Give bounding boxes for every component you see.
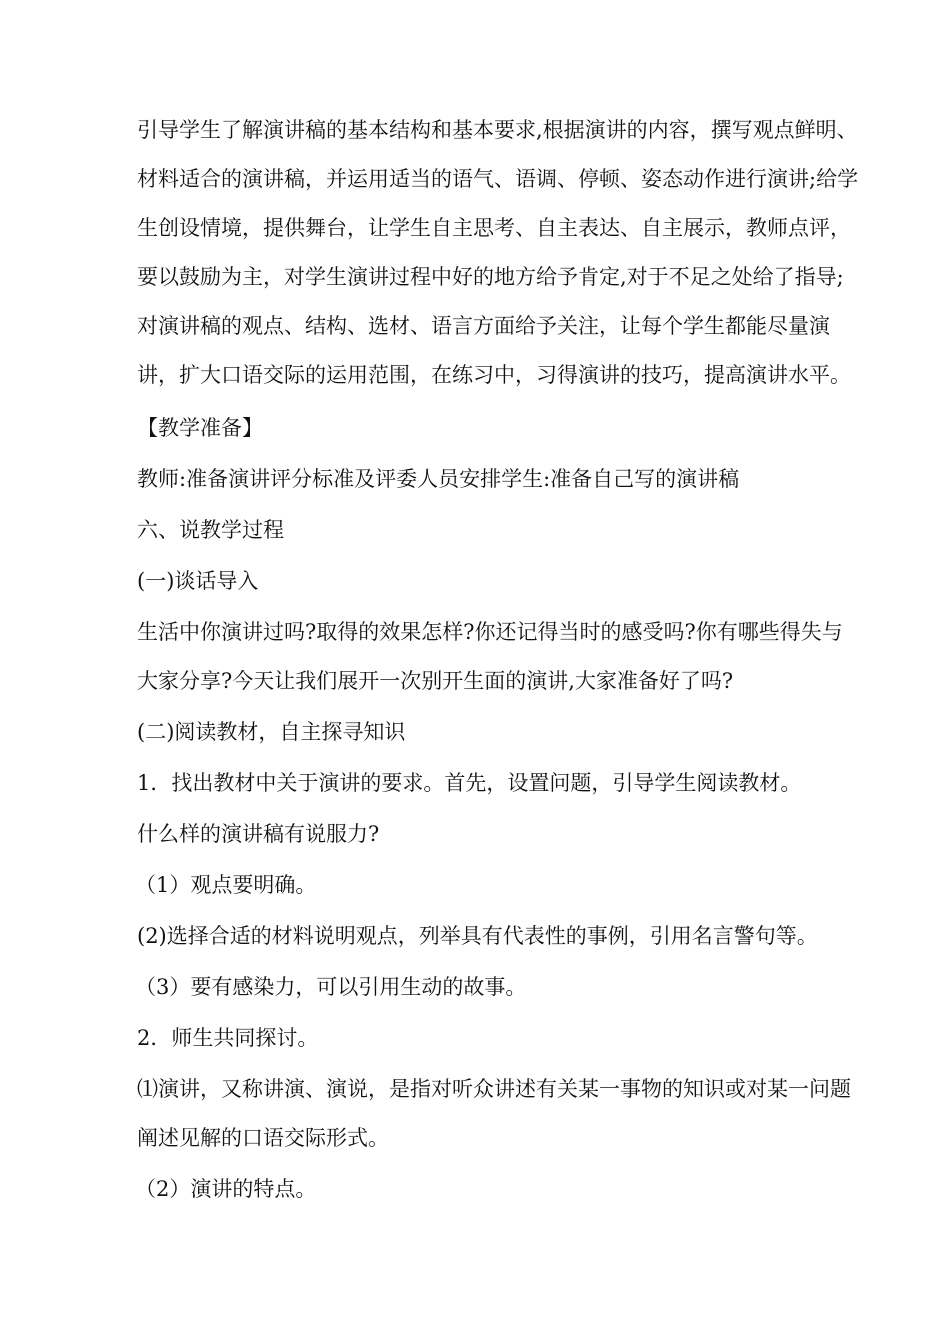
section-heading-teaching-prep: 【教学准备】 [137,416,263,440]
teaching-prep-text: 教师:准备演讲评分标准及评委人员安排学生:准备自己写的演讲稿 [137,467,740,491]
definition-paragraph: ⑴演讲，又称讲演、演说，是指对听众讲述有关某一事物的知识或对某一问题阐述见解的口语交际形式。 [137,1077,851,1150]
point-features: （2）演讲的特点。 [135,1177,317,1201]
document-body [137,106,863,1214]
subheading-intro-talk: (一)谈话导入 [137,569,259,593]
question-text: 什么样的演讲稿有说服力? [137,822,380,846]
point-2: (2)选择合适的材料说明观点，列举具有代表性的事例，引用名言警句等。 [137,924,818,948]
section-heading-teaching-process: 六、说教学过程 [137,518,284,542]
list-item-1: 1．找出教材中关于演讲的要求。首先，设置问题，引导学生阅读教材。 [137,771,802,795]
point-1: （1）观点要明确。 [135,873,317,897]
intro-talk-paragraph: 生活中你演讲过吗?取得的效果怎样?你还记得当时的感受吗?你有哪些得失与大家分享?今天让我们展开一次别开生面的演讲,大家准备好了吗? [137,620,843,693]
list-item-2: 2．师生共同探讨。 [137,1026,319,1050]
point-3: （3）要有感染力，可以引用生动的故事。 [135,975,527,999]
intro-paragraph: 引导学生了解演讲稿的基本结构和基本要求,根据演讲的内容，撰写观点鲜明、材料适合的演讲稿，并运用适当的语气、语调、停顿、姿态动作进行演讲;给学生创设情境，提供舞台，让学生自主思考、自主表达、自主展示，教师点评，要以鼓励为主，对学生演讲过程中好的地方给予肯定,对于不足之处给了指导;对演讲稿的观点、结构、选材、语言方面给予关注，让每个学生都能尽量演讲，扩大口语交际的运用范围，在练习中，习得演讲的技巧，提高演讲水平。 [137,118,859,387]
subheading-reading-textbook: (二)阅读教材，自主探寻知识 [137,720,406,744]
